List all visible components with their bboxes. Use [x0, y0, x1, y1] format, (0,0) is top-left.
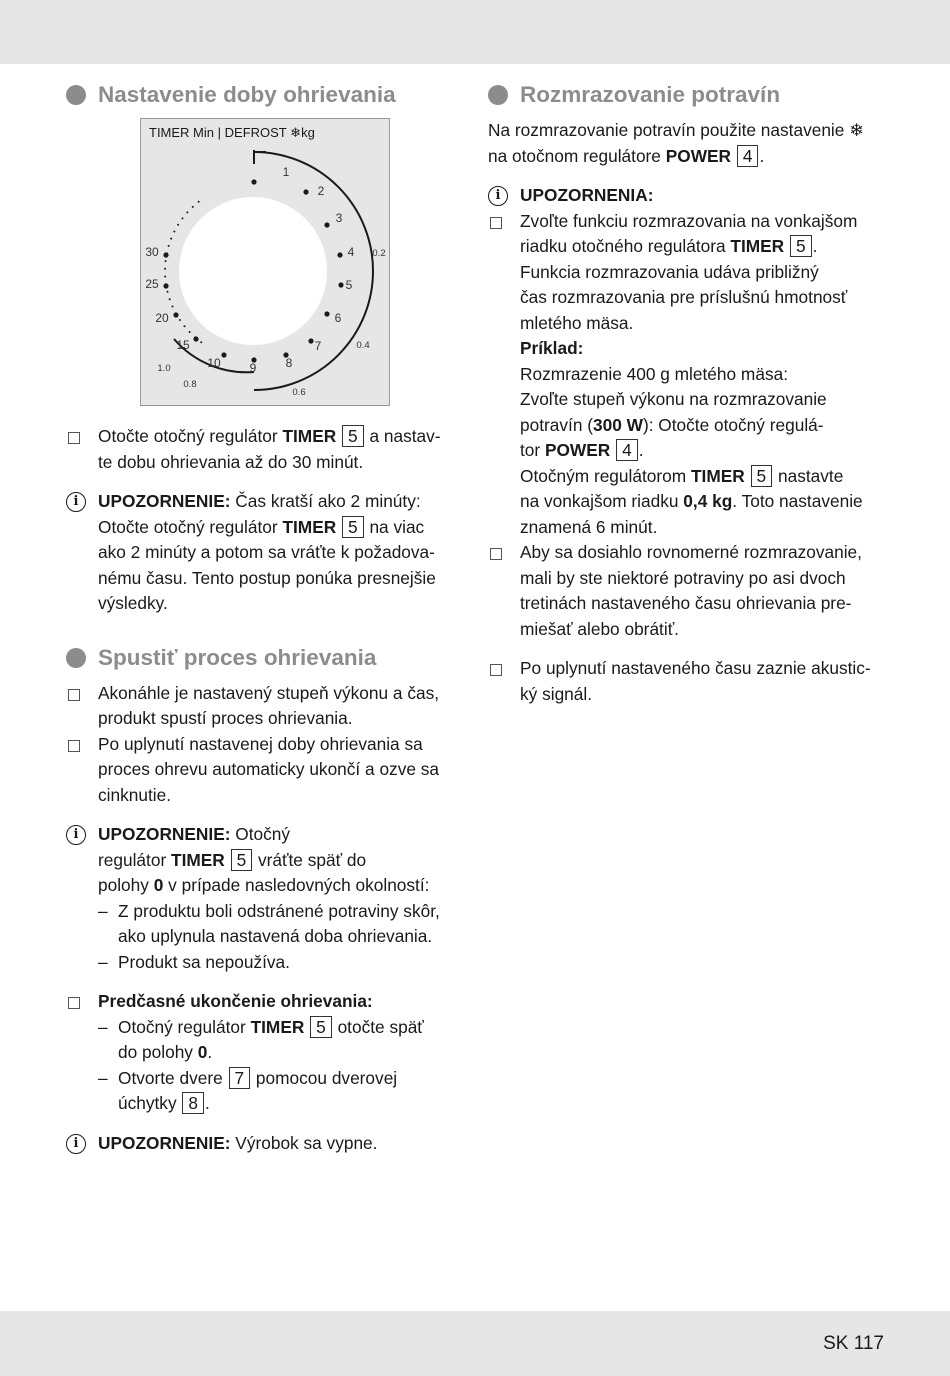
text: znamená 6 minút. [520, 516, 658, 537]
note-return-to-zero [66, 822, 462, 899]
dial-dotted-track [164, 276, 166, 278]
text: cinknutie. [98, 784, 172, 805]
text: . [759, 145, 765, 166]
dial-dotted-track [198, 201, 200, 203]
text: Otvorte dvere [118, 1067, 228, 1088]
text: Akonáhle je nastavený stupeň výkonu a čas, [98, 682, 440, 703]
text: Otočný [230, 824, 291, 844]
text: polohy [98, 875, 154, 895]
text: ): Otočte otočný regulá- [642, 414, 824, 435]
example-label: Príklad: [520, 338, 584, 358]
dial-kg-label: 0.6 [292, 387, 306, 398]
bullet-dot-icon [488, 85, 508, 105]
text: riadku otočného regulátora [520, 236, 731, 256]
dial-min-label: 1 [282, 165, 290, 179]
dial-dot [221, 352, 226, 357]
text: potravín ( [520, 414, 593, 435]
text: . [205, 1093, 210, 1113]
dial-min-label: 10 [207, 356, 221, 370]
timer-label: TIMER [250, 1016, 305, 1037]
ref-number-box: 4 [737, 145, 759, 167]
dial-min-label: 8 [285, 356, 293, 370]
info-icon: i [66, 1134, 86, 1154]
dial-header-timer: TIMER Min [149, 125, 214, 140]
dash-bullet: – [98, 951, 108, 972]
text: . [638, 440, 644, 460]
timer-label: TIMER [282, 426, 337, 446]
dial-dotted-track [189, 331, 191, 333]
page-number: SK 117 [823, 1333, 884, 1354]
text: na otočnom regulátore [488, 145, 666, 166]
note-defrost-function [488, 209, 888, 541]
section-title: Nastavenie doby ohrievania [98, 82, 396, 107]
note-label: UPOZORNENIE: [98, 491, 231, 511]
ref-number-box: 5 [342, 425, 364, 447]
dial-dotted-track [166, 252, 168, 254]
dial-min-label: 4 [347, 245, 355, 259]
text: Aby sa dosiahlo rovnomerné rozmrazovanie, [520, 542, 862, 562]
section-heading-heating-time [66, 80, 462, 110]
dial-min-label: 30 [145, 245, 159, 259]
text: v prípade nasledovných okolností: [163, 875, 430, 895]
text: mali by ste niektoré potraviny po asi dvoch [520, 567, 846, 588]
power-label: POWER [544, 440, 611, 460]
text: Rozmrazenie 400 g mletého mäsa: [520, 363, 788, 384]
text: úchytky [118, 1093, 182, 1113]
dial-min-label: 2 [317, 184, 325, 198]
ref-number-box: 5 [751, 465, 773, 487]
dial-dotted-track [179, 319, 181, 321]
info-icon: i [66, 492, 86, 512]
note-label: UPOZORNENIE: [98, 1132, 231, 1153]
timer-label: TIMER [730, 236, 785, 256]
checkbox-bullet-icon [490, 217, 502, 229]
dial-min-label: 9 [249, 361, 257, 375]
text: Výrobok sa vypne. [230, 1132, 378, 1153]
ref-number-box: 7 [229, 1067, 251, 1089]
note-stir-food [488, 540, 888, 642]
info-icon: i [488, 186, 508, 206]
text: regulátor [98, 849, 172, 870]
dash-item [66, 1066, 462, 1117]
dial-dotted-track [200, 341, 202, 343]
text: Otočným regulátorom [520, 465, 691, 486]
text: Po uplynutí nastavenej doby ohrievania sa [98, 733, 423, 754]
power-label: POWER [665, 145, 732, 166]
dial-graphic [141, 119, 389, 405]
dial-dotted-track [177, 224, 179, 226]
checkbox-bullet-icon [68, 997, 80, 1009]
dial-dotted-track [192, 206, 194, 208]
dash-bullet: – [98, 1016, 108, 1037]
ref-number-box: 5 [310, 1016, 332, 1038]
text: a nastav- [364, 426, 441, 446]
instruction-auto-end [66, 732, 462, 809]
section-heading-start-heating [66, 643, 462, 673]
text: ako uplynula nastavená doba ohrievania. [118, 926, 433, 946]
bullet-dot-icon [66, 85, 86, 105]
instruction-start [66, 681, 462, 732]
ref-number-box: 5 [790, 235, 812, 257]
timer-dial-illustration [140, 118, 390, 406]
dash-item [66, 1015, 462, 1066]
text: Produkt sa nepoužíva. [118, 951, 290, 972]
timer-label: TIMER [690, 465, 745, 486]
dial-min-label: 7 [314, 339, 322, 353]
ref-number-box: 4 [616, 439, 638, 461]
dial-dot [251, 179, 256, 184]
zero-label: 0 [197, 1042, 208, 1062]
top-band [0, 0, 950, 64]
dash-bullet: – [98, 1067, 108, 1088]
note-label: UPOZORNENIE: [98, 824, 231, 844]
text: mletého mäsa. [520, 312, 634, 333]
text: . [812, 236, 818, 256]
dial-dotted-track [194, 336, 196, 338]
left-column [66, 80, 462, 1156]
dial-dotted-track [183, 325, 185, 327]
dial-dot [337, 252, 342, 257]
dial-dotted-track [175, 312, 177, 314]
dial-dotted-track [181, 217, 183, 219]
text: na viac [364, 516, 425, 537]
dial-min-label: 15 [176, 338, 190, 352]
dial-dot [324, 222, 329, 227]
text: na vonkajšom riadku [520, 491, 684, 511]
text: nastavte [773, 465, 844, 486]
dial-header-kg: kg [301, 125, 315, 140]
checkbox-bullet-icon [490, 664, 502, 676]
ref-number-box: 5 [342, 516, 364, 538]
text: tretinách nastaveného času ohrievania pre- [520, 593, 852, 613]
dial-min-label: 5 [345, 278, 353, 292]
text: Zvoľte stupeň výkonu na rozmrazovanie [520, 389, 827, 409]
dial-kg-label: 0.2 [372, 248, 386, 259]
dash-bullet: – [98, 900, 108, 921]
dial-dotted-track [168, 245, 170, 247]
dash-item [66, 899, 462, 950]
instruction-set-timer [66, 424, 462, 475]
text: Otočte otočný regulátor [98, 426, 283, 446]
snowflake-icon: ❄ [290, 125, 302, 140]
note-short-time [66, 489, 462, 617]
dial-dot [338, 282, 343, 287]
timer-label: TIMER [282, 516, 337, 537]
dial-min-label: 3 [335, 211, 343, 225]
defrost-intro [488, 118, 888, 169]
dial-dotted-track [186, 211, 188, 213]
right-column [488, 80, 888, 707]
dial-dotted-track [165, 260, 167, 262]
timer-label: TIMER [171, 849, 225, 870]
bullet-dot-icon [66, 648, 86, 668]
dash-item [66, 950, 462, 976]
dial-min-label: 25 [145, 277, 159, 291]
dial-dotted-track [166, 291, 168, 293]
dial-kg-label: 1.0 [157, 363, 171, 374]
dial-dot [308, 338, 313, 343]
text: Otočte otočný regulátor [98, 516, 283, 537]
dial-min-label: 20 [155, 311, 169, 325]
kg-label: 0,4 kg [683, 491, 733, 511]
early-stop-heading [66, 989, 462, 1015]
text: Čas kratší ako 2 minúty: [230, 491, 421, 511]
zero-label: 0 [153, 875, 164, 895]
subheading: Predčasné ukončenie ohrievania: [98, 991, 373, 1011]
text: pomocou dverovej [251, 1067, 398, 1088]
text: nému času. Tento postup ponúka presnejšie [98, 567, 436, 588]
note-device-off [66, 1131, 462, 1157]
bottom-band [0, 1311, 950, 1376]
section-heading-defrost [488, 80, 888, 110]
checkbox-bullet-icon [68, 740, 80, 752]
dial-dotted-track [171, 305, 173, 307]
text: ako 2 minúty a potom sa vráťte k požadova- [98, 542, 435, 562]
text: vráťte späť do [253, 849, 367, 870]
text: te dobu ohrievania až do 30 minút. [98, 451, 364, 472]
info-icon: i [66, 825, 86, 845]
dial-kg-label: 0.8 [183, 379, 197, 390]
dial-dotted-track [165, 283, 167, 285]
text: miešať alebo obrátiť. [520, 618, 679, 639]
text: ký signál. [520, 683, 593, 704]
dial-min-label: 6 [334, 311, 342, 325]
dial-center-circle [179, 197, 327, 345]
text: . [207, 1042, 213, 1062]
text: Zvoľte funkciu rozmrazovania na vonkajšom [520, 210, 858, 231]
note-acoustic-signal [488, 656, 888, 707]
dial-dotted-track [170, 238, 172, 240]
text: otočte späť [332, 1016, 424, 1037]
checkbox-bullet-icon [68, 432, 80, 444]
text: Na rozmrazovanie potravín použite nastavenie [488, 120, 850, 140]
snowflake-icon: ❄ [849, 120, 864, 140]
text: produkt spustí proces ohrievania. [98, 708, 353, 728]
dial-dot [303, 189, 308, 194]
dial-dotted-track [164, 268, 166, 270]
text: výsledky. [98, 593, 168, 613]
notes-heading [488, 183, 888, 209]
ref-number-box: 8 [182, 1092, 204, 1114]
dial-kg-label: 0.4 [356, 340, 370, 351]
section-title: Rozmrazovanie potravín [520, 82, 781, 107]
text: Otočný regulátor [118, 1016, 251, 1037]
dial-dot [324, 311, 329, 316]
text: do polohy [118, 1042, 198, 1062]
text: proces ohrevu automaticky ukončí a ozve sa [98, 759, 440, 779]
text: Funkcia rozmrazovania udáva približný [520, 261, 819, 282]
checkbox-bullet-icon [490, 548, 502, 560]
text: tor [520, 440, 545, 460]
notes-label: UPOZORNENIA: [520, 185, 654, 205]
dial-header-separator: | [217, 125, 222, 140]
dial-header-defrost: DEFROST [224, 125, 287, 140]
section-title: Spustiť proces ohrievania [98, 644, 377, 670]
ref-number-box: 5 [231, 849, 253, 871]
checkbox-bullet-icon [68, 689, 80, 701]
text: Z produktu boli odstránené potraviny skôr, [118, 900, 440, 921]
text: . Toto nastavenie [732, 491, 863, 511]
text: čas rozmrazovania pre príslušnú hmotnosť [520, 287, 848, 307]
dial-dotted-track [169, 298, 171, 300]
watt-label: 300 W [593, 414, 643, 435]
dial-dotted-track [173, 231, 175, 233]
text: Po uplynutí nastaveného času zaznie akustic- [520, 658, 871, 678]
